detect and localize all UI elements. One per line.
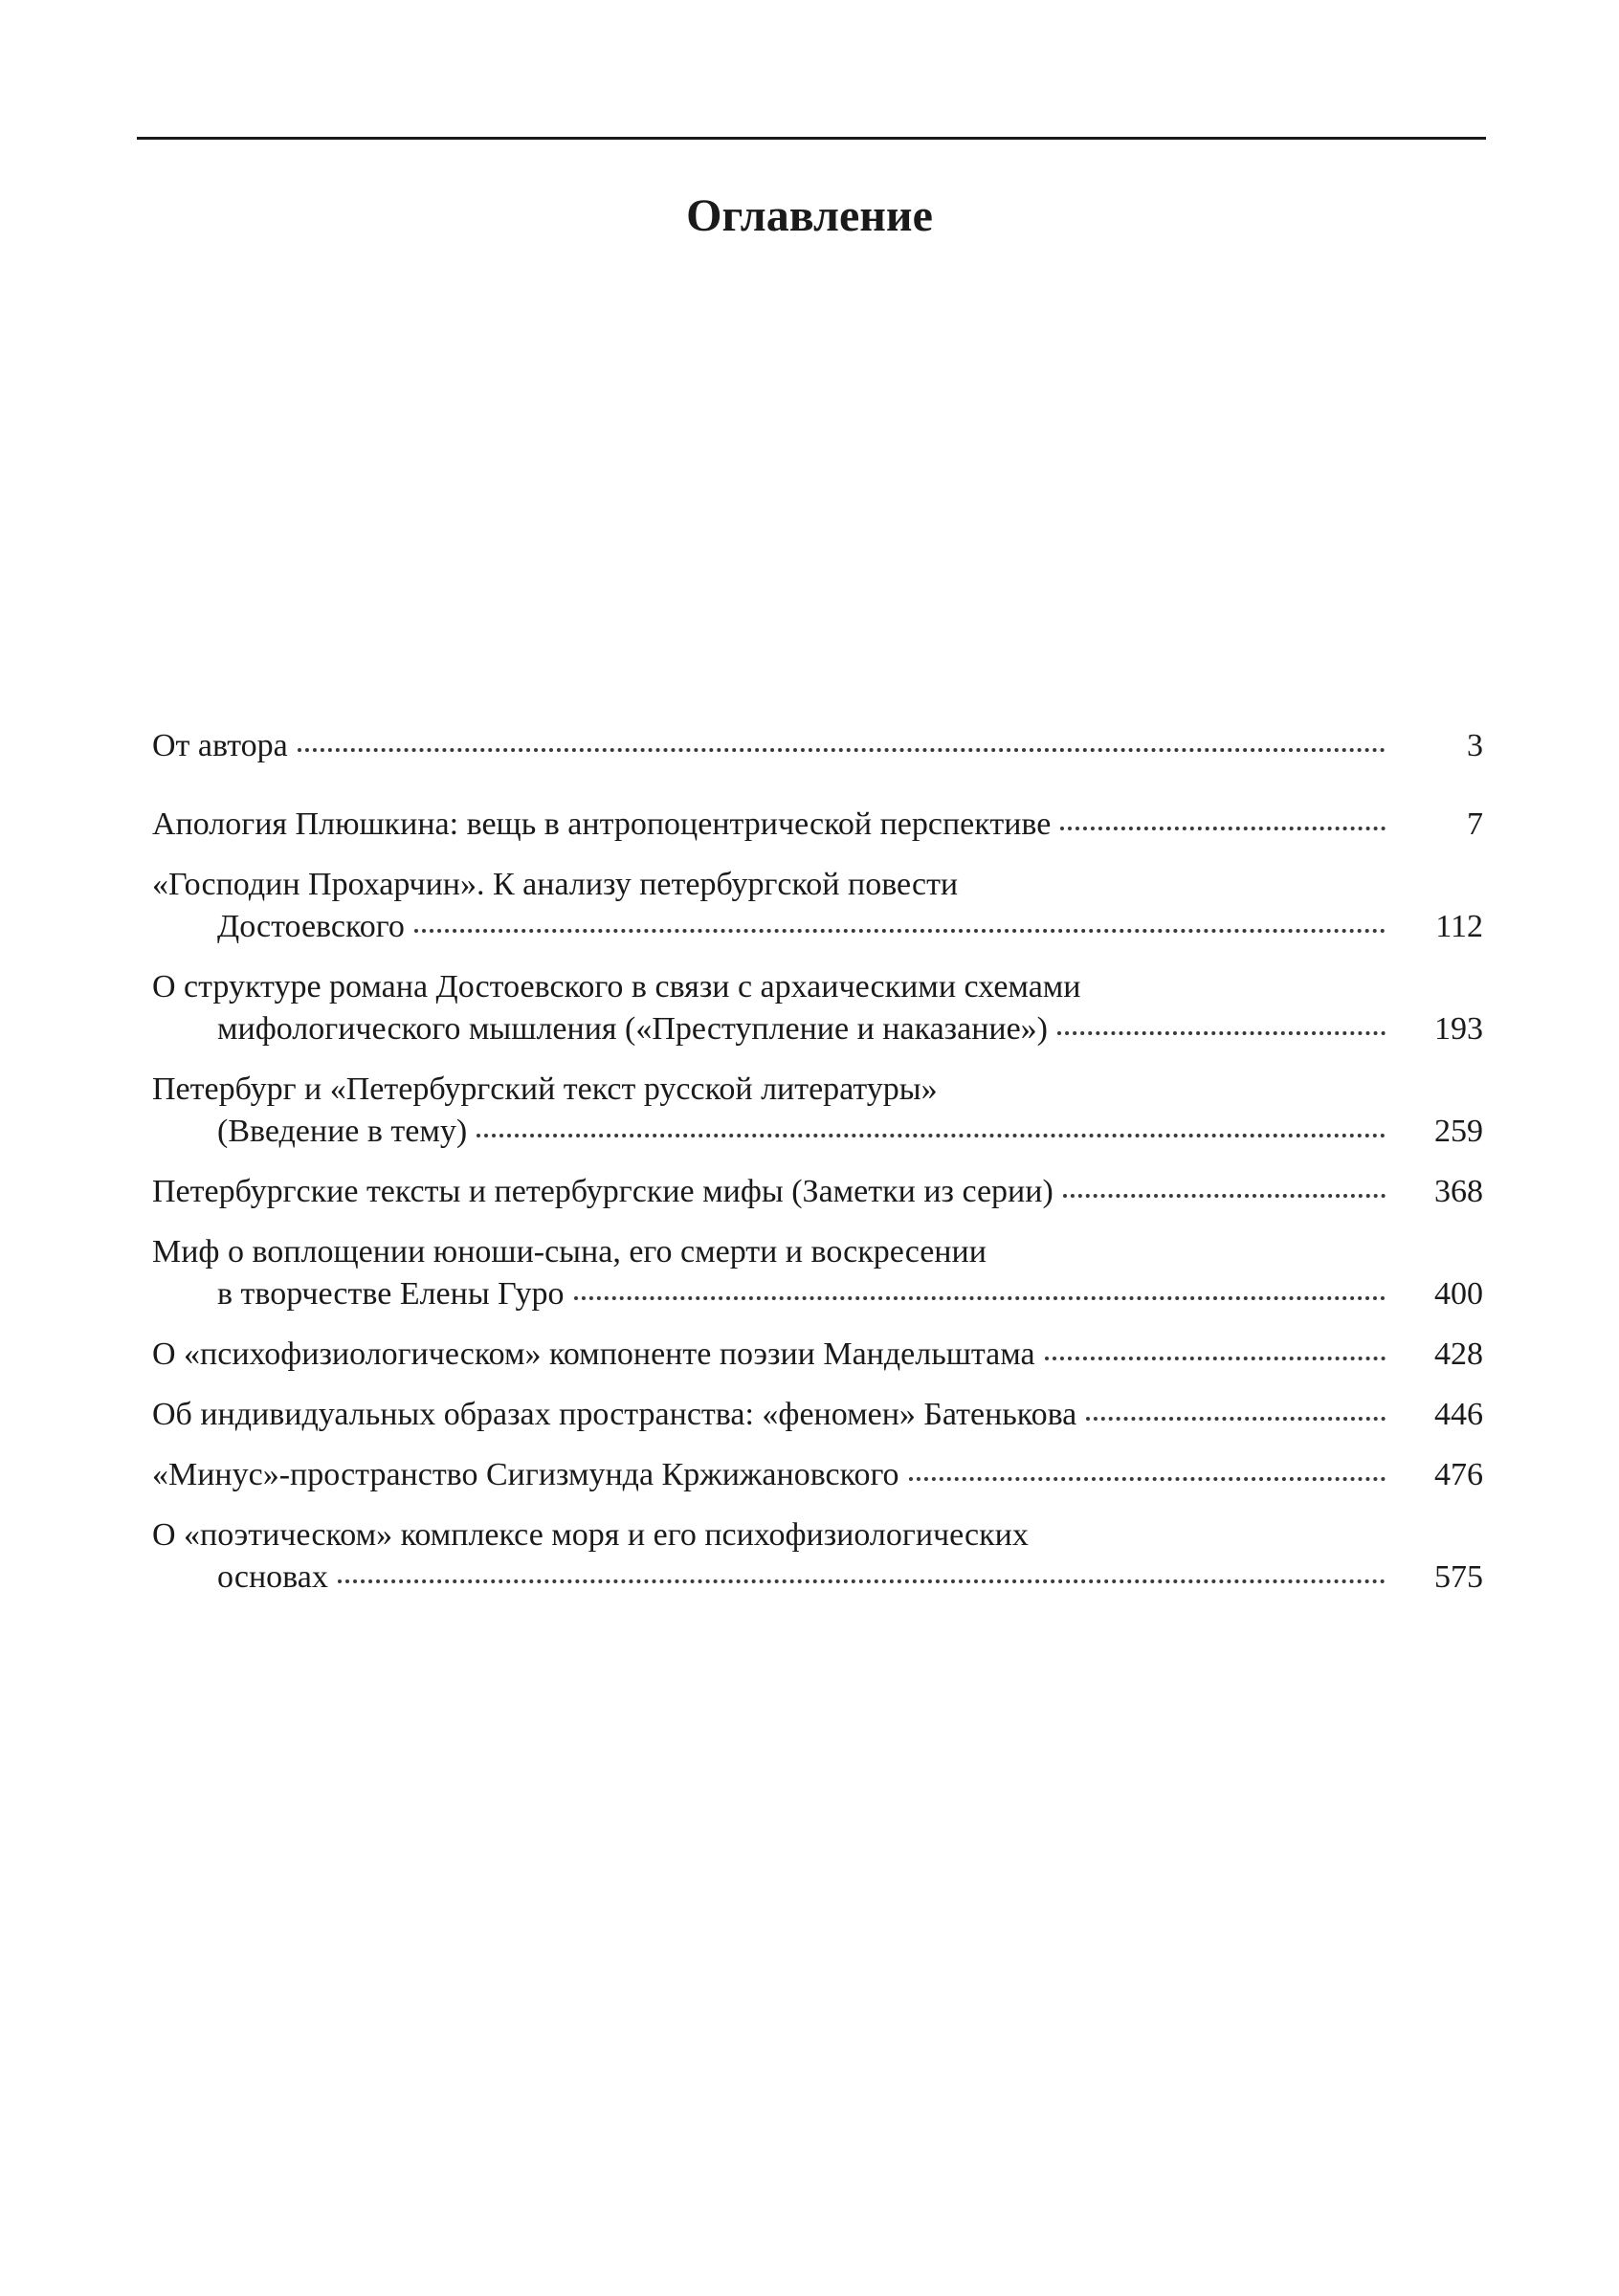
toc-entry-last-line — [152, 1008, 1397, 1050]
toc-page-number: 259 — [1434, 1114, 1483, 1149]
toc-page-number: 476 — [1434, 1457, 1483, 1492]
toc-entry[interactable] — [152, 1334, 1483, 1376]
dot-leader — [414, 929, 1386, 933]
toc-entry[interactable] — [152, 864, 1483, 948]
toc-entry-title: От автора — [152, 728, 288, 763]
toc-entry-last-line — [152, 1334, 1397, 1376]
toc-entry-last-line — [152, 1171, 1397, 1213]
dot-leader — [574, 1296, 1386, 1300]
toc-entry[interactable] — [152, 1514, 1483, 1599]
toc-entry[interactable] — [152, 1454, 1483, 1496]
dot-leader — [1086, 1417, 1386, 1421]
toc-entry-last-line — [152, 725, 1397, 767]
toc-entry-title: Апология Плюшкина: вещь в антропоцентрической перспективе — [152, 806, 1052, 842]
dot-leader — [909, 1477, 1386, 1481]
toc-entry-title: О структуре романа Достоевского в связи с архаическими схемами — [152, 969, 1081, 1004]
toc-entry-title: Миф о воплощении юноши-сына, его смерти и воскресении — [152, 1234, 987, 1269]
toc-entry[interactable] — [152, 1069, 1483, 1153]
toc-entry-title-continued: мифологического мышления («Преступление и наказание») — [217, 1011, 1048, 1047]
toc-entry-title: О «поэтическом» комплексе моря и его психофизиологических — [152, 1517, 1029, 1553]
toc-page-number: 400 — [1434, 1276, 1483, 1312]
toc-entry-title-continued: основах — [217, 1559, 328, 1595]
toc-entry-last-line — [152, 804, 1397, 846]
toc-entry-title: Петербургские тексты и петербургские мифы (Заметки из серии) — [152, 1174, 1053, 1209]
dot-leader — [1057, 1031, 1386, 1035]
toc-page-number: 368 — [1434, 1174, 1483, 1209]
header-rule — [137, 137, 1486, 140]
toc-entry-title: «Господин Прохарчин». К анализу петербургской повести — [152, 867, 959, 902]
toc-entry-last-line — [152, 1394, 1397, 1436]
toc-entry-last-line — [152, 1556, 1397, 1599]
toc-entry-last-line — [152, 1273, 1397, 1315]
toc-entry[interactable] — [152, 804, 1483, 846]
toc-page-number: 7 — [1467, 806, 1483, 842]
dot-leader — [298, 748, 1386, 752]
dot-leader — [1060, 827, 1386, 830]
toc-entry[interactable] — [152, 1231, 1483, 1315]
toc-entry-last-line — [152, 1111, 1397, 1153]
toc-page-number: 428 — [1434, 1336, 1483, 1372]
dot-leader — [477, 1134, 1386, 1137]
table-of-contents — [152, 725, 1483, 1617]
toc-entry-title: «Минус»-пространство Сигизмунда Кржижановского — [152, 1457, 899, 1492]
toc-entry[interactable] — [152, 1171, 1483, 1213]
dot-leader — [1063, 1194, 1386, 1198]
toc-page-number: 575 — [1434, 1559, 1483, 1595]
toc-entry[interactable] — [152, 725, 1483, 767]
dot-leader — [338, 1579, 1386, 1583]
toc-entry-title-continued: (Введение в тему) — [217, 1114, 468, 1149]
toc-entry-title: Петербург и «Петербургский текст русской литературы» — [152, 1071, 938, 1107]
toc-entry-last-line — [152, 1454, 1397, 1496]
toc-page-number: 3 — [1467, 728, 1483, 763]
toc-entry-title: О «психофизиологическом» компоненте поэзии Мандельштама — [152, 1336, 1035, 1372]
toc-page-number: 193 — [1434, 1011, 1483, 1047]
dot-leader — [1045, 1357, 1386, 1360]
toc-entry-title-continued: Достоевского — [217, 909, 405, 944]
toc-entry[interactable] — [152, 1394, 1483, 1436]
toc-page-number: 446 — [1434, 1397, 1483, 1432]
toc-page-number: 112 — [1435, 909, 1483, 944]
toc-entry-title: Об индивидуальных образах пространства: «феномен» Батенькова — [152, 1397, 1077, 1432]
toc-entry[interactable] — [152, 966, 1483, 1050]
page-title: Оглавление — [686, 190, 933, 241]
toc-entry-title-continued: в творчестве Елены Гуро — [217, 1276, 565, 1312]
toc-entry-last-line — [152, 906, 1397, 948]
